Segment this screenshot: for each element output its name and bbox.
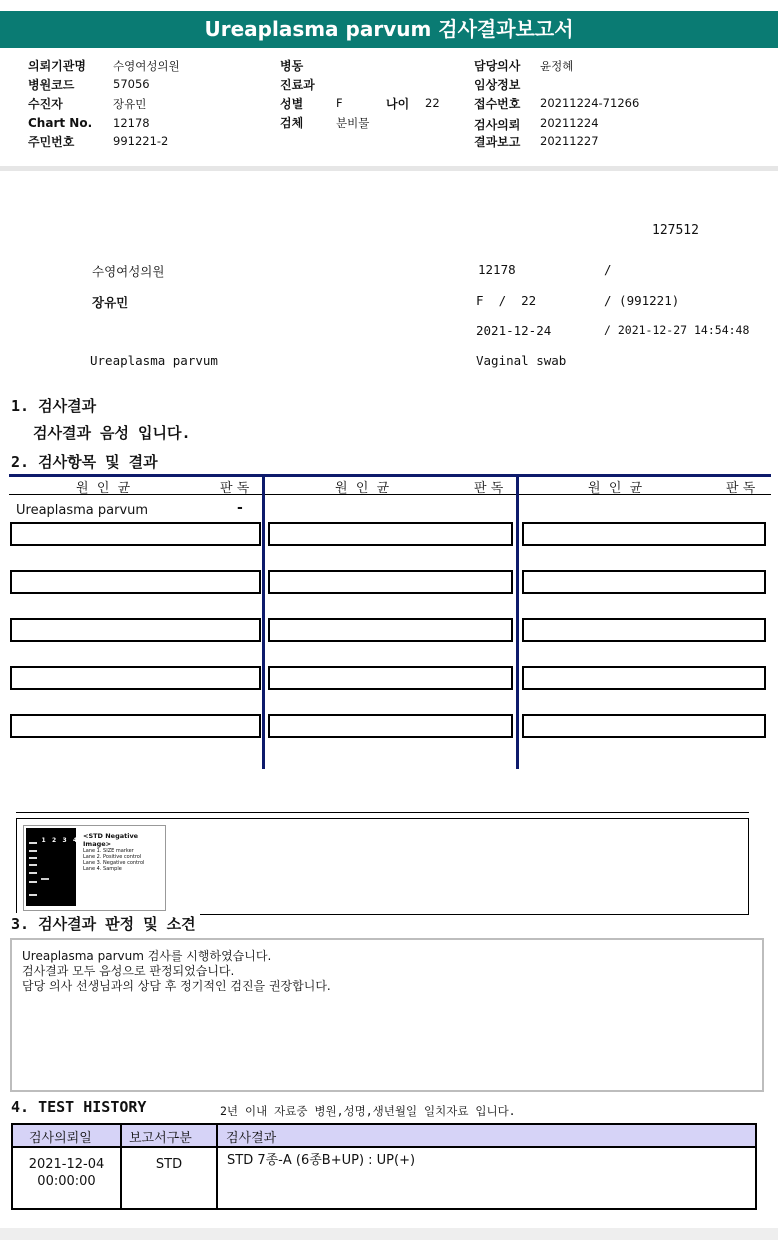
history-time: 00:00:00: [37, 1174, 96, 1189]
value-chart-no: 12178: [113, 116, 150, 130]
comment-box: [10, 938, 764, 1092]
section3-title: 3. 검사결과 판정 및 소견: [11, 913, 200, 934]
history-note: 2년 이내 자료중 병원,성명,생년월일 일치자료 입니다.: [220, 1104, 516, 1118]
label-department: 진료과: [280, 78, 315, 92]
result-cell: [268, 666, 513, 690]
gel-legend-line: Lane 2. Positive control: [83, 854, 142, 860]
summary-test-name: Ureaplasma parvum: [90, 353, 218, 368]
history-date: 2021-12-04: [28, 1157, 105, 1172]
gel-band: [29, 850, 37, 852]
result-cell: [522, 714, 766, 738]
gel-photo: [26, 828, 76, 906]
col-header-pathogen-1: 원 인 균: [76, 481, 131, 496]
result-cell: [522, 570, 766, 594]
comment-line: 담당 의사 선생님과의 상담 후 정기적인 검진을 권장합니다.: [22, 979, 331, 993]
result-cell: [10, 714, 261, 738]
label-ward: 병동: [280, 59, 304, 73]
result-cell: [522, 618, 766, 642]
gel-legend-line: Lane 3. Negative control: [83, 860, 145, 866]
gel-lane-4: 4: [72, 837, 78, 844]
value-resident-no: 991221-2: [113, 134, 169, 148]
gel-lane-3: 3: [62, 837, 67, 844]
gel-band: [29, 894, 37, 896]
result-cell: [268, 570, 513, 594]
col-header-reading-2: 판 독: [474, 481, 504, 496]
summary-slash: /: [604, 262, 612, 277]
label-request-date: 검사의뢰: [474, 118, 521, 132]
gel-lane-1: 1: [41, 837, 46, 844]
value-age: 22: [425, 96, 440, 110]
result-cell: [268, 714, 513, 738]
label-report-date: 결과보고: [474, 135, 521, 149]
section4-title: 4. TEST HISTORY: [11, 1098, 147, 1116]
col-header-pathogen-2: 원 인 균: [335, 481, 390, 496]
result-cell: [10, 570, 261, 594]
value-hospital-code: 57056: [113, 77, 150, 91]
label-age: 나이: [386, 97, 410, 111]
gel-lane-2: 2: [52, 837, 57, 844]
results-col-divider: [262, 474, 265, 769]
history-header-type: 보고서구분: [129, 1131, 192, 1146]
gel-legend: [83, 848, 144, 872]
result-item-name: Ureaplasma parvum: [16, 503, 149, 518]
value-clinic: 수영여성의원: [113, 59, 180, 73]
history-header-result: 검사결과: [226, 1131, 277, 1146]
col-header-reading-1: 판 독: [220, 481, 250, 496]
label-clinical-info: 임상정보: [474, 78, 521, 92]
value-request-date: 20211224: [540, 116, 599, 130]
history-header-date: 검사의뢰일: [29, 1131, 92, 1146]
comment-line: Ureaplasma parvum 검사를 시행하였습니다.: [22, 949, 272, 963]
history-header-row: [13, 1125, 755, 1148]
results-col-divider: [516, 474, 519, 769]
summary-received: 2021-12-24: [476, 323, 552, 338]
value-receipt-no: 20211224-71266: [540, 96, 640, 110]
section1-title: 1. 검사결과: [11, 397, 97, 415]
footer-band: [0, 1228, 778, 1240]
summary-patient: 장유민: [92, 295, 129, 310]
history-row-result: STD 7종-A (6종B+UP) : UP(+): [227, 1153, 416, 1168]
value-report-date: 20211227: [540, 134, 599, 148]
label-sex: 성별: [280, 97, 304, 111]
value-doctor: 윤정혜: [540, 59, 574, 73]
gel-band-positive: [41, 878, 49, 880]
label-patient: 수진자: [28, 97, 63, 111]
gel-band: [29, 842, 37, 844]
history-row-date: [13, 1156, 120, 1190]
label-specimen: 검체: [280, 116, 304, 130]
result-cell: [268, 618, 513, 642]
result-item-reading: -: [237, 500, 243, 516]
gel-band: [29, 857, 37, 859]
history-table: [11, 1123, 757, 1210]
result-cell: [10, 666, 261, 690]
label-chart-no: Chart No.: [28, 116, 93, 130]
gel-legend-line: Lane 1. SIZE marker: [83, 848, 134, 854]
gel-divider-line: [16, 812, 749, 813]
history-col-divider: [216, 1125, 218, 1208]
result-cell: [268, 522, 513, 546]
gel-lane-labels: [29, 830, 77, 851]
value-specimen: 분비물: [336, 116, 370, 130]
result-cell: [522, 666, 766, 690]
gel-title: <STD Negative Image>: [83, 832, 139, 848]
col-header-reading-3: 판 독: [726, 481, 756, 496]
gel-image-card: [23, 825, 166, 911]
result-cell: [10, 618, 261, 642]
gel-band: [29, 872, 37, 874]
label-resident-no: 주민번호: [28, 135, 75, 149]
header-separator: [0, 166, 778, 171]
result-cell: [10, 522, 261, 546]
summary-chart-no: 12178: [478, 262, 516, 277]
summary-sex-age: F / 22: [476, 293, 537, 308]
gel-band: [29, 864, 37, 866]
history-row-type: STD: [155, 1157, 183, 1172]
label-receipt-no: 접수번호: [474, 97, 521, 111]
report-title: Ureaplasma parvum 검사결과보고서: [0, 11, 778, 48]
gel-band: [29, 881, 37, 883]
summary-reported: / 2021-12-27 14:54:48: [604, 323, 750, 337]
result-cell: [522, 522, 766, 546]
col-header-pathogen-3: 원 인 균: [588, 481, 643, 496]
value-sex: F: [336, 96, 343, 110]
label-hospital-code: 병원코드: [28, 78, 75, 92]
value-patient: 장유민: [113, 97, 147, 111]
section2-title: 2. 검사항목 및 결과: [11, 453, 158, 471]
summary-specimen: Vaginal swab: [476, 353, 567, 368]
summary-birth: / (991221): [604, 293, 680, 308]
label-clinic: 의뢰기관명: [28, 59, 86, 73]
gel-legend-line: Lane 4. Sample: [83, 866, 122, 872]
section1-result: 검사결과 음성 입니다.: [33, 424, 191, 442]
label-doctor: 담당의사: [474, 59, 521, 73]
comment-line: 검사결과 모두 음성으로 판정되었습니다.: [22, 964, 235, 978]
report-number: 127512: [652, 223, 699, 238]
summary-clinic: 수영여성의원: [92, 264, 165, 279]
